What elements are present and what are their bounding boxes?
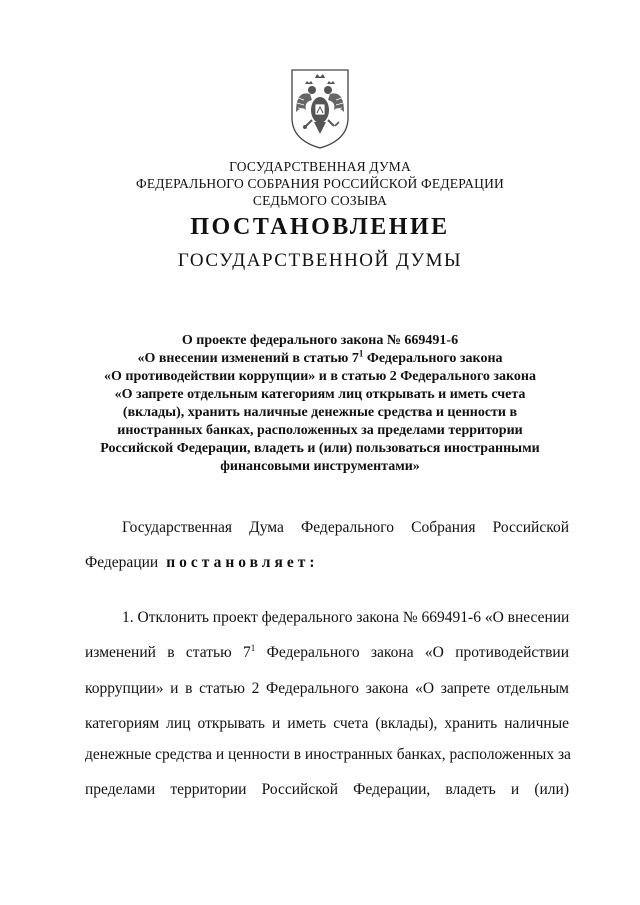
resolution-subject: [0, 332, 640, 476]
subject-line: финансовыми инструментами»: [220, 459, 420, 474]
subject-line: О проекте федерального закона № 669491-6: [181, 333, 459, 348]
subject-line: [0, 350, 640, 368]
subject-line: «О запрете отдельным категориям лиц открывать и иметь счета: [114, 387, 526, 402]
paragraph-line: пределами территории Российской Федерации, владеть и (или): [85, 781, 569, 798]
subject-line: иностранных банках, расположенных за пределами территории: [117, 423, 523, 438]
preamble-verb: постановляет:: [166, 554, 319, 571]
superscript: 1: [358, 348, 364, 359]
header-line-convocation: СЕДЬМОГО СОЗЫВА: [252, 193, 388, 208]
paragraph-text: Федерального закона «О противодействии: [255, 644, 569, 661]
document-title: ПОСТАНОВЛЕНИЕ: [190, 214, 450, 240]
header-block: [0, 158, 640, 209]
paragraph-text: изменений в статью 7: [85, 644, 251, 661]
preamble-line: Государственная Дума Федерального Собрания Российской: [122, 519, 569, 536]
header-line-assembly: ФЕДЕРАЛЬНОГО СОБРАНИЯ РОССИЙСКОЙ ФЕДЕРАЦИИ: [136, 176, 504, 191]
header-line-duma: ГОСУДАРСТВЕННАЯ ДУМА: [229, 159, 411, 174]
preamble-line: [85, 554, 319, 572]
subject-line: Российской Федерации, владеть и (или) пользоваться иностранными: [100, 441, 540, 456]
paragraph-line: [85, 644, 569, 662]
subject-line: «О противодействии коррупции» и в статью 2 Федерального закона: [104, 369, 536, 384]
subject-line: (вклады), хранить наличные денежные средства и ценности в: [122, 405, 518, 420]
paragraph-line: категориям лиц открывать и иметь счета (вклады), хранить наличные: [85, 715, 569, 732]
paragraph-line: коррупции» и в статью 2 Федерального закона «О запрете отдельным: [85, 680, 569, 697]
preamble-prefix: Федерации: [85, 554, 159, 571]
paragraph-line: 1. Отклонить проект федерального закона № 669491-6 «О внесении: [122, 609, 570, 626]
eagle-emblem-svg: [288, 68, 352, 150]
coat-of-arms-icon: [288, 68, 352, 150]
subject-text: «О внесении изменений в статью 7: [137, 351, 359, 366]
paragraph-line: денежные средства и ценности в иностранных банках, расположенных за: [85, 746, 571, 763]
subject-text: Федерального закона: [363, 351, 503, 366]
superscript: 1: [250, 642, 256, 653]
document-subtitle: ГОСУДАРСТВЕННОЙ ДУМЫ: [177, 250, 463, 271]
